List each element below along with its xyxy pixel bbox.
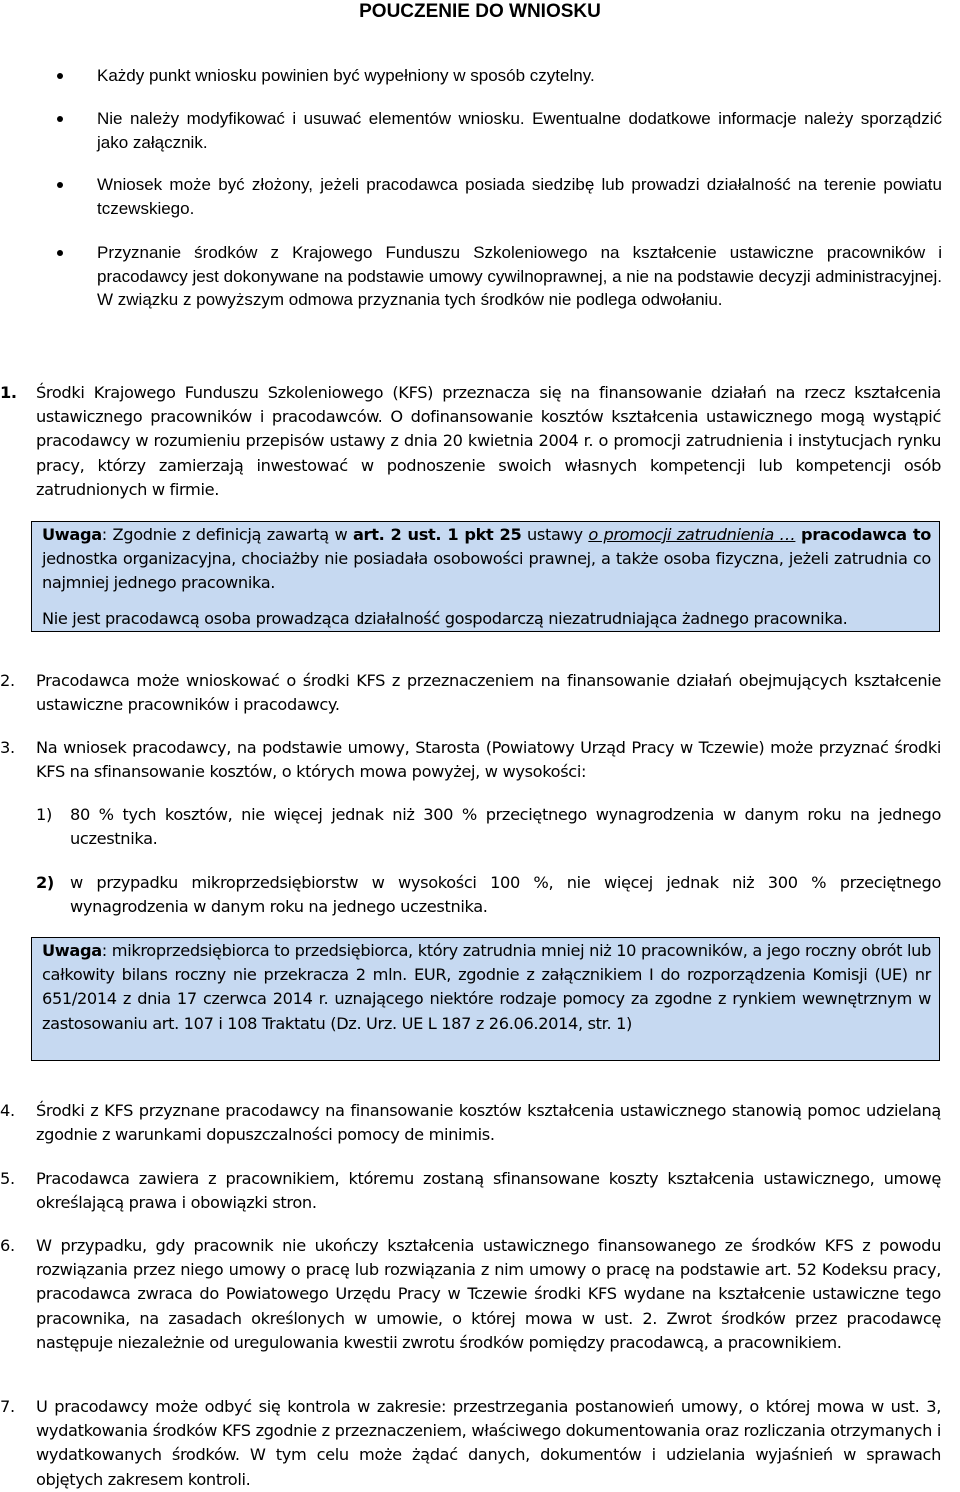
bullet-item xyxy=(97,241,942,312)
bullet-item xyxy=(97,107,942,154)
note-text: ustawy xyxy=(521,525,589,544)
section-number: 3. xyxy=(0,738,15,757)
bullet-dot-icon xyxy=(57,250,63,256)
section-6 xyxy=(0,1234,941,1355)
note-paragraph xyxy=(42,523,931,596)
note-label: Uwaga xyxy=(42,525,102,544)
subitem-2 xyxy=(36,871,941,919)
section-text: U pracodawcy może odbyć się kontrola w zakresie: przestrzegania postanowień umowy, o której mowa w ust. 3, wydatkowania środków KFS zgodnie z przeznaczeniem, właściwego dokumentowania oraz rozliczania otrzymanych i wydatkowanych środków. W tym celu może żądać danych, dokumentów i udzielania wyjaśnień w sprawach objętych zakresem kontroli. xyxy=(36,1397,941,1489)
note-paragraph xyxy=(42,939,931,1036)
bullet-text: Przyznanie środków z Krajowego Funduszu Szkoleniowego na kształcenie ustawiczne pracowników i pracodawcy jest dokonywane na podstawie umowy cywilnoprawnej, a nie na podstawie decyzji administracyjnej. W związku z powyższym odmowa przyznania tych środków nie podlega odwołaniu. xyxy=(97,243,942,309)
section-number: 1. xyxy=(0,383,17,402)
note-box-microenterprise xyxy=(31,937,940,1061)
section-1 xyxy=(0,381,941,502)
section-number: 7. xyxy=(0,1397,15,1416)
note-text: : Zgodnie z definicją zawartą w xyxy=(101,525,353,544)
subitem-text: 80 % tych kosztów, nie więcej jednak niż 300 % przeciętnego wynagrodzenia w danym roku na jednego uczestnika. xyxy=(70,805,941,849)
section-5 xyxy=(0,1167,941,1215)
subitem-number: 2) xyxy=(36,873,54,892)
section-number: 2. xyxy=(0,671,15,690)
bullet-dot-icon xyxy=(57,116,63,122)
section-text: Pracodawca może wnioskować o środki KFS z przeznaczeniem na finansowanie działań obejmujących kształcenie ustawiczne pracowników i pracodawcy. xyxy=(36,671,941,715)
bullet-item xyxy=(97,173,942,220)
section-text: Środki Krajowego Funduszu Szkoleniowego (KFS) przeznacza się na finansowanie działań na rzecz kształcenia ustawicznego pracowników i pracodawców. O dofinansowanie kosztów kształcenia ustawicznego mogą wystąpić pracodawcy w rozumieniu przepisów ustawy z dnia 20 kwietnia 2004 r. o promocji zatrudnienia i instytucjach rynku pracy, którzy zamierzają inwestować w podnoszenie swoich własnych kompetencji lub kompetencji osób zatrudnionych w firmie. xyxy=(36,383,941,499)
section-number: 4. xyxy=(0,1101,15,1120)
bullet-dot-icon xyxy=(57,182,63,188)
page-title: POUCZENIE DO WNIOSKU xyxy=(359,1,601,22)
section-7 xyxy=(0,1395,941,1492)
section-number: 6. xyxy=(0,1236,15,1255)
bullet-item xyxy=(97,64,942,88)
note-paragraph: Nie jest pracodawcą osoba prowadząca działalność gospodarczą niezatrudniająca żadnego pracownika. xyxy=(42,608,848,628)
section-number: 5. xyxy=(0,1169,15,1188)
section-3 xyxy=(0,736,941,784)
note-text: jednostka organizacyjna, chociażby nie posiadała osobowości prawnej, a także osoba fizyczna, jeżeli zatrudnia co najmniej jednego pracownika. xyxy=(42,549,931,593)
bullet-dot-icon xyxy=(57,73,63,79)
section-text: Środki z KFS przyznane pracodawcy na finansowanie kosztów kształcenia ustawicznego stanowią pomoc udzielaną zgodnie z warunkami dopuszczalności pomocy de minimis. xyxy=(36,1101,941,1145)
bullet-text: Każdy punkt wniosku powinien być wypełniony w sposób czytelny. xyxy=(97,66,595,85)
section-text: Pracodawca zawiera z pracownikiem, któremu zostaną sfinansowane koszty kształcenia ustawicznego, umowę określającą prawa i obowiązki stron. xyxy=(36,1169,941,1213)
note-label: Uwaga xyxy=(42,941,102,960)
note-article: art. 2 ust. 1 pkt 25 xyxy=(352,525,522,544)
subitem-text: w przypadku mikroprzedsiębiorstw w wysokości 100 %, nie więcej jednak niż 300 % przeciętnego wynagrodzenia w danym roku na jednego uczestnika. xyxy=(70,873,941,917)
note-text: : mikroprzedsiębiorca to przedsiębiorca, który zatrudnia mniej niż 10 pracowników, a jego roczny obrót lub całkowity bilans roczny nie przekracza 2 mln. EUR, zgodnie z załącznikiem I do rozporządzenia Komisji (UE) nr 651/2014 z dnia 17 czerwca 2014 r. uznającego niektóre rodzaje pomocy za zgodne z rynkiem wewnętrznym w zastosowaniu art. 107 i 108 Traktatu (Dz. Urz. UE L 187 z 26.06.2014, str. 1) xyxy=(42,941,931,1033)
note-box-employer xyxy=(31,521,940,632)
section-4 xyxy=(0,1099,941,1147)
note-definition-term: pracodawca to xyxy=(801,525,932,544)
section-text: W przypadku, gdy pracownik nie ukończy kształcenia ustawicznego finansowanego ze środków KFS z powodu rozwiązania przez niego umowy o pracę lub rozwiązania z nim umowy o pracę na podstawie art. 52 Kodeksu pracy, pracodawca zwraca do Powiatowego Urzędu Pracy w Tczewie środki KFS wydane na kształcenie ustawiczne tego pracownika, na zasadach określonych w umowie, o której mowa w ust. 2. Zwrot środków przez pracodawcę następuje niezależnie od uregulowania kwestii zwrotu środków pomiędzy pracodawcą, a pracownikiem. xyxy=(36,1236,941,1352)
subitem-number: 1) xyxy=(36,805,52,824)
bullet-text: Wniosek może być złożony, jeżeli pracodawca posiada siedzibę lub prowadzi działalność na terenie powiatu tczewskiego. xyxy=(97,175,942,218)
subitem-1 xyxy=(36,803,941,851)
section-text: Na wniosek pracodawcy, na podstawie umowy, Starosta (Powiatowy Urząd Pracy w Tczewie) może przyznać środki KFS na sfinansowanie kosztów, o których mowa powyżej, w wysokości: xyxy=(36,738,941,782)
bullet-text: Nie należy modyfikować i usuwać elementów wniosku. Ewentualne dodatkowe informacje należy sporządzić jako załącznik. xyxy=(97,109,942,152)
section-2 xyxy=(0,669,941,717)
note-act-title: o promocji zatrudnienia … xyxy=(588,525,796,544)
